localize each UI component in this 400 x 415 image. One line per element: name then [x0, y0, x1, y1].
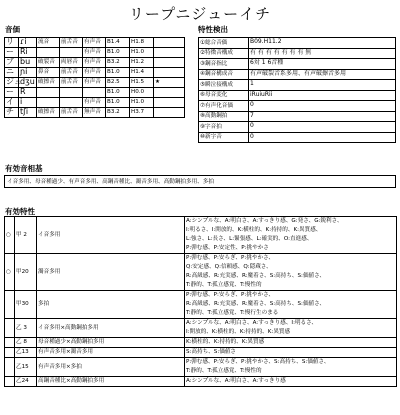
sound-cell-voicing: 有声音 [83, 48, 106, 58]
trait-description-line: Q:安定感、Q:信頼感、Q:隠蔵さ、 [186, 264, 272, 270]
sound-cell-mark [154, 88, 185, 98]
sound-table [4, 37, 185, 118]
sound-cell-kana: ー [5, 88, 19, 98]
trait-mark: ○ [5, 254, 15, 291]
sound-cell-b-value: B2.5 [106, 78, 130, 88]
sound-cell-b-value: B3.2 [106, 58, 130, 68]
trait-code: 乙 3 [15, 319, 37, 338]
trait-description [185, 358, 397, 377]
trait-row [5, 377, 397, 387]
trait-description-line: P:弾む感、P:安らぎ、P:挑やかさ、 [186, 292, 275, 298]
sound-cell-manner: 破擦音 [37, 78, 60, 88]
feature-value: 7 [249, 111, 396, 122]
sound-cell-place: 前舌音 [60, 68, 83, 78]
trait-mark [5, 319, 15, 338]
trait-description-line: T:静的、T:孤立感覚、T:慢性的 [186, 282, 262, 288]
trait-name: イ音多用 [37, 217, 185, 254]
trait-mark [5, 377, 15, 387]
trait-row [5, 254, 397, 291]
feature-value: B09.H11.2 [249, 38, 396, 49]
feature-value: 有 有 有 有 有 有 有 無 [249, 48, 396, 59]
trait-name: 有声音多用×濁音多用 [37, 348, 185, 358]
trait-description-line: I:開放的、K:横柱的、K:持持的、K:異質感 [186, 329, 291, 335]
trait-description-line: A:シンプルな、A:明白さ、A:すっきり感、G:発さ、G:鋭利さ、 [186, 218, 343, 224]
feature-row [199, 111, 396, 122]
effective-header: 有効音相基 [5, 164, 43, 173]
trait-description-line: A:シンプルな、A:明白さ、A:すっきり感、I:明るさ、 [186, 320, 318, 326]
trait-description-line: R:高級感、R:充実感、R:魔着さ、S:高持ち、S:価値さ、 [186, 301, 326, 307]
sound-cell-phoneme: ɲi [19, 68, 37, 78]
feature-label: ⑨字音拍 [199, 122, 249, 133]
sound-cell-kana: イ [5, 98, 19, 108]
feature-value: 0 [249, 132, 396, 143]
sound-row [5, 48, 185, 58]
trait-name: 母音種過少×高動鋼拍多用 [37, 338, 185, 348]
trait-description-line: P:弾む感、P:安らぎ、P:挑やかさ、 [186, 255, 275, 261]
sound-cell-voicing [83, 88, 106, 98]
trait-row [5, 338, 397, 348]
sound-cell-kana: ジュ [6, 77, 22, 87]
trait-row [5, 319, 397, 338]
trait-description-line: T:静的、T:孤立感覚、T:慢行生のまる [186, 310, 279, 316]
trait-code: 甲 2 [15, 217, 37, 254]
trait-mark [5, 358, 15, 377]
trait-description [185, 348, 397, 358]
sound-cell-h-value: H1.0 [130, 98, 154, 108]
sound-cell-h-value: H3.7 [130, 108, 154, 118]
feature-label: ①総合音価 [199, 38, 249, 49]
sound-cell-mark [154, 98, 185, 108]
trait-row [5, 291, 397, 319]
sound-cell-b-value: B3.2 [106, 108, 130, 118]
sound-cell-manner [37, 98, 60, 108]
sound-cell-mark [154, 48, 185, 58]
sound-cell-b-value: B1.4 [106, 38, 130, 48]
sound-cell-phoneme: i [19, 98, 37, 108]
trait-code: 乙15 [15, 358, 37, 377]
feature-label: ⑩新字音 [199, 132, 249, 143]
trait-description-line: P:弾む感、P:安らぎ、P:挑やかさ、S:高持ち、S:価値さ、 [186, 359, 330, 365]
sound-cell-voicing: 有声音 [83, 98, 106, 108]
sound-cell-manner [37, 88, 60, 98]
trait-description-line: A:シンプルな、A:明白さ、A:すっきり感 [186, 378, 286, 384]
trait-code: 甲30 [15, 291, 37, 319]
sound-row [5, 78, 185, 88]
trait-row [5, 217, 397, 254]
trait-code: 乙 8 [15, 338, 37, 348]
traits-header: 有効特性 [5, 207, 35, 216]
feature-value: 0 [249, 101, 396, 112]
trait-name: 有声音多用×多拍 [37, 358, 185, 377]
feature-value: 1 [249, 80, 396, 91]
trait-name: 多拍 [37, 291, 185, 319]
sound-cell-voicing: 有声音 [83, 68, 106, 78]
feature-label: ⑥母音変化 [199, 90, 249, 101]
sound-cell-kana: チ [5, 108, 19, 118]
sound-cell-voicing: 有声音 [83, 58, 106, 68]
traits-table [4, 216, 397, 387]
sound-cell-b-value: B1.0 [106, 98, 130, 108]
feature-row [199, 38, 396, 49]
trait-description-line: R:高級感、R:充実感、R:魔着さ、S:高持ち、S:価値さ、 [186, 273, 326, 279]
sound-cell-kana: ニ [5, 68, 19, 78]
sound-cell-h-value: H1.4 [130, 68, 154, 78]
feature-label: ⑧高動鋼拍 [199, 111, 249, 122]
trait-code: 甲20 [15, 254, 37, 291]
trait-mark: ○ [5, 217, 15, 254]
sound-header: 音価 [5, 25, 20, 34]
features-table [198, 37, 396, 143]
trait-name: 濁音多用 [37, 254, 185, 291]
sound-cell-mark [154, 38, 185, 48]
sound-cell-h-value: H1.5 [130, 78, 154, 88]
sound-row [5, 88, 185, 98]
sound-cell-h-value: H1.8 [130, 38, 154, 48]
trait-description-line: K:横柱的、K:持持的、K:異質感 [186, 339, 265, 345]
page-title: リープニジューイチ [128, 5, 272, 23]
feature-label: ③鋼音指比 [199, 59, 249, 70]
feature-label: ⑤瞬泣接構成 [199, 80, 249, 91]
feature-label: ②特徴音構成 [199, 48, 249, 59]
sound-cell-b-value: B1.0 [106, 68, 130, 78]
trait-description [185, 338, 397, 348]
sound-cell-manner: 破裂音 [37, 58, 60, 68]
sound-cell-h-value: H1.0 [130, 48, 154, 58]
sound-cell-h-value: H1.2 [130, 58, 154, 68]
effective-text: イ音多用、母音種過少、有声音多用、高鋼音種比、濁音多用、高動鋼拍多用、多拍 [4, 175, 396, 188]
feature-value: 有声破裂音系多用、有声破擦音多用 [249, 69, 396, 80]
trait-code: 乙13 [15, 348, 37, 358]
trait-row [5, 348, 397, 358]
sound-cell-phoneme: bu [19, 58, 37, 68]
sound-row [5, 38, 185, 48]
trait-description [185, 319, 397, 338]
sound-cell-place [60, 88, 83, 98]
sound-cell-mark [154, 108, 185, 118]
feature-row [199, 122, 396, 133]
trait-mark [5, 291, 15, 319]
feature-row [199, 101, 396, 112]
sound-cell-place [60, 98, 83, 108]
trait-code: 乙24 [15, 377, 37, 387]
sound-cell-phoneme: ɾi [19, 38, 37, 48]
sound-cell-kana: リ [5, 38, 19, 48]
sound-row [5, 68, 185, 78]
sound-cell-b-value: B1.0 [106, 48, 130, 58]
sound-row [5, 98, 185, 108]
sound-cell-place: 前舌音 [60, 78, 83, 88]
trait-mark [5, 348, 15, 358]
sound-cell-phoneme: R [19, 88, 37, 98]
sound-cell-phoneme: dʒu [20, 77, 35, 87]
sound-cell-manner [37, 48, 60, 58]
features-header: 特性検出 [198, 25, 228, 34]
feature-value: iRuiuRii [249, 90, 396, 101]
sound-row [5, 108, 185, 118]
feature-value: 6対 1 6音種 [249, 59, 396, 70]
sound-cell-voicing: 有声音 [83, 78, 106, 88]
sound-cell-place: 両唇音 [60, 58, 83, 68]
trait-description [185, 254, 397, 291]
feature-row [199, 59, 396, 70]
sound-cell-phoneme: Ri [19, 48, 37, 58]
sound-row [5, 58, 185, 68]
sound-cell-place [60, 48, 83, 58]
trait-description-line: S:高持ち、S:価値さ [186, 349, 237, 355]
sound-cell-kana: プ [5, 58, 19, 68]
trait-name: イ音多用×高動鋼拍多用 [37, 319, 185, 338]
trait-description [185, 217, 397, 254]
trait-name: 高鋼音種比×高動鋼拍多用 [37, 377, 185, 387]
sound-cell-place: 前舌音 [60, 108, 83, 118]
feature-row [199, 48, 396, 59]
sound-cell-mark: ★ [154, 78, 185, 88]
feature-row [199, 132, 396, 143]
feature-value: 0 [249, 122, 396, 133]
sound-cell-manner: 鼻音 [37, 68, 60, 78]
sound-cell-phoneme: tʃi [19, 108, 37, 118]
feature-row [199, 90, 396, 101]
trait-description [185, 377, 397, 387]
feature-label: ④鋼音構成音 [199, 69, 249, 80]
trait-description-line: I:明るさ、I:開放的、K:横柱的、K:持持的、K:異質感、 [186, 227, 322, 233]
trait-description [185, 291, 397, 319]
sound-cell-h-value: H0.0 [130, 88, 154, 98]
trait-row [5, 358, 397, 377]
trait-description-line: P:弾む感、P:安定性、P:挑やかさ [186, 245, 269, 251]
sound-cell-manner: 破擦音 [37, 108, 60, 118]
sound-cell-mark [154, 58, 185, 68]
sound-cell-mark [154, 68, 185, 78]
trait-mark [5, 338, 15, 348]
sound-cell-voicing: 有声音 [83, 38, 106, 48]
sound-cell-kana: ー [5, 48, 19, 58]
sound-cell-place: 前舌音 [60, 38, 83, 48]
feature-label: ⑦有声化音価 [199, 101, 249, 112]
feature-row [199, 69, 396, 80]
trait-description-line: L:強さ、L:長さ、L:緊張感、L:確実的、O:直進感、 [186, 236, 313, 242]
sound-cell-manner: 流音 [37, 38, 60, 48]
feature-row [199, 80, 396, 91]
sound-cell-voicing: 無声音 [83, 108, 106, 118]
trait-description-line: T:静的、T:孤立感覚、T:慢性的 [186, 368, 262, 374]
sound-cell-b-value: B1.0 [106, 88, 130, 98]
